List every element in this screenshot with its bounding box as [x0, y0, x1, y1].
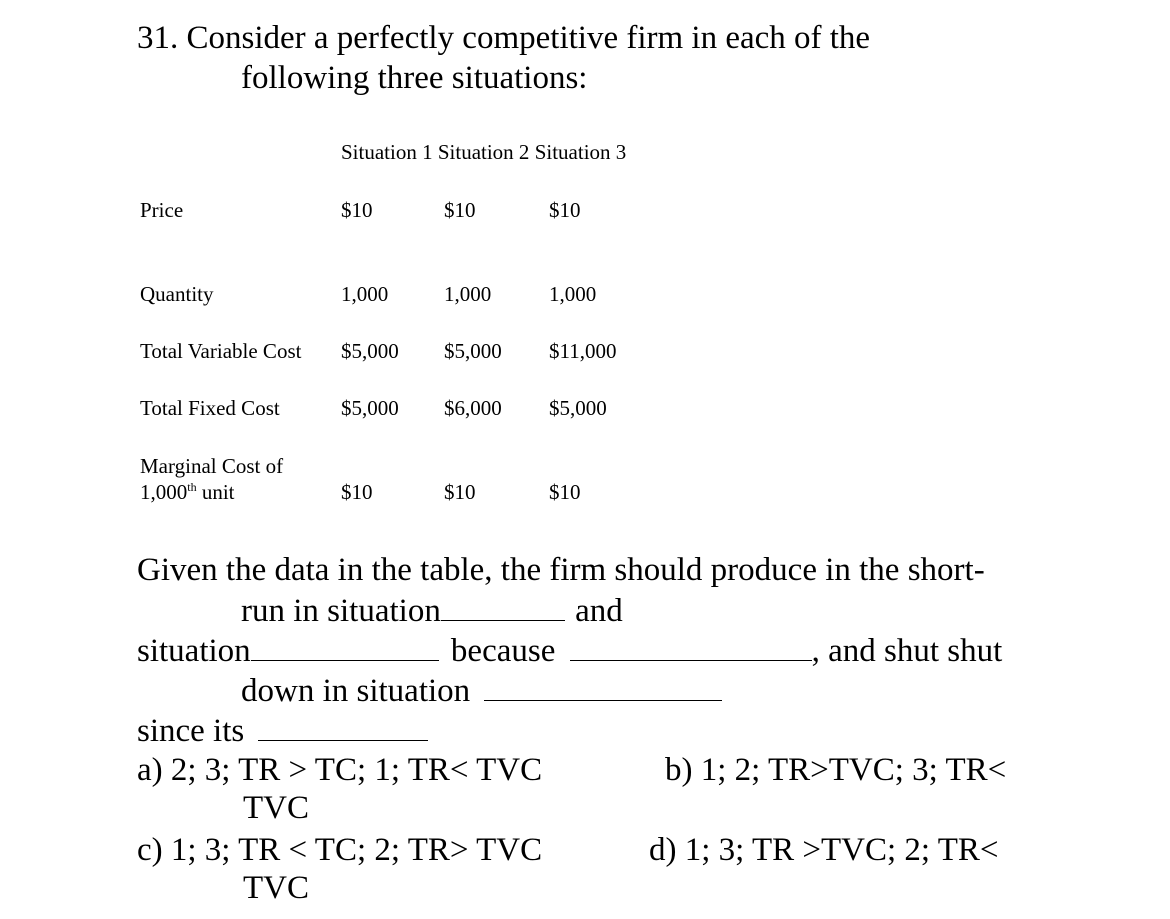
row-label-tvc: Total Variable Cost	[140, 339, 302, 363]
option-b[interactable]: b) 1; 2; TR>TVC; 3; TR<	[665, 752, 1007, 788]
table-cell: $11,000	[549, 339, 617, 363]
table-cell: $5,000	[341, 396, 399, 420]
row-label-tfc: Total Fixed Cost	[140, 396, 280, 420]
option-a-continued: TVC	[243, 790, 309, 826]
table-cell: $10	[549, 198, 581, 222]
answer-blank	[570, 630, 812, 661]
answer-blank	[484, 670, 722, 701]
option-c[interactable]: c) 1; 3; TR < TC; 2; TR> TVC	[137, 832, 543, 868]
table-header-row	[341, 140, 626, 164]
option-a[interactable]: a) 2; 3; TR > TC; 1; TR< TVC	[137, 752, 543, 788]
header-situation-1: Situation 1	[341, 140, 433, 164]
question-line-1: 31. Consider a perfectly competitive firm in each of the	[137, 20, 871, 56]
table-cell: $10	[549, 480, 581, 504]
option-d[interactable]: d) 1; 3; TR >TVC; 2; TR<	[649, 832, 999, 868]
header-situation-2: Situation 2	[437, 140, 530, 164]
row-label-quantity: Quantity	[140, 282, 214, 306]
prompt-line-2: run in situation and	[241, 590, 623, 631]
table-cell: $5,000	[444, 339, 502, 363]
answer-blank	[251, 630, 439, 661]
row-label-price: Price	[140, 198, 184, 222]
table-cell: 1,000	[341, 282, 389, 306]
table-cell: $10	[444, 480, 476, 504]
option-c-continued: TVC	[243, 870, 309, 906]
row-label-mc-line-2: 1,000th unit	[140, 480, 235, 504]
answer-blank	[258, 710, 428, 741]
prompt-line-3: situation because , and shut shut	[137, 630, 1002, 671]
answer-blank	[441, 590, 565, 621]
prompt-line-5: since its	[137, 710, 428, 751]
row-label-mc-line-1: Marginal Cost of	[140, 454, 284, 478]
table-cell: $5,000	[341, 339, 399, 363]
table-cell: 1,000	[549, 282, 597, 306]
question-line-2: following three situations:	[241, 60, 588, 96]
table-cell: $10	[341, 480, 373, 504]
prompt-line-4: down in situation	[241, 670, 722, 711]
table-cell: $10	[444, 198, 476, 222]
table-cell: $5,000	[549, 396, 607, 420]
table-cell: 1,000	[444, 282, 492, 306]
table-cell: $6,000	[444, 396, 502, 420]
header-situation-3: Situation 3	[534, 140, 627, 164]
table-cell: $10	[341, 198, 373, 222]
prompt-line-1: Given the data in the table, the firm should produce in the short-	[137, 552, 985, 588]
